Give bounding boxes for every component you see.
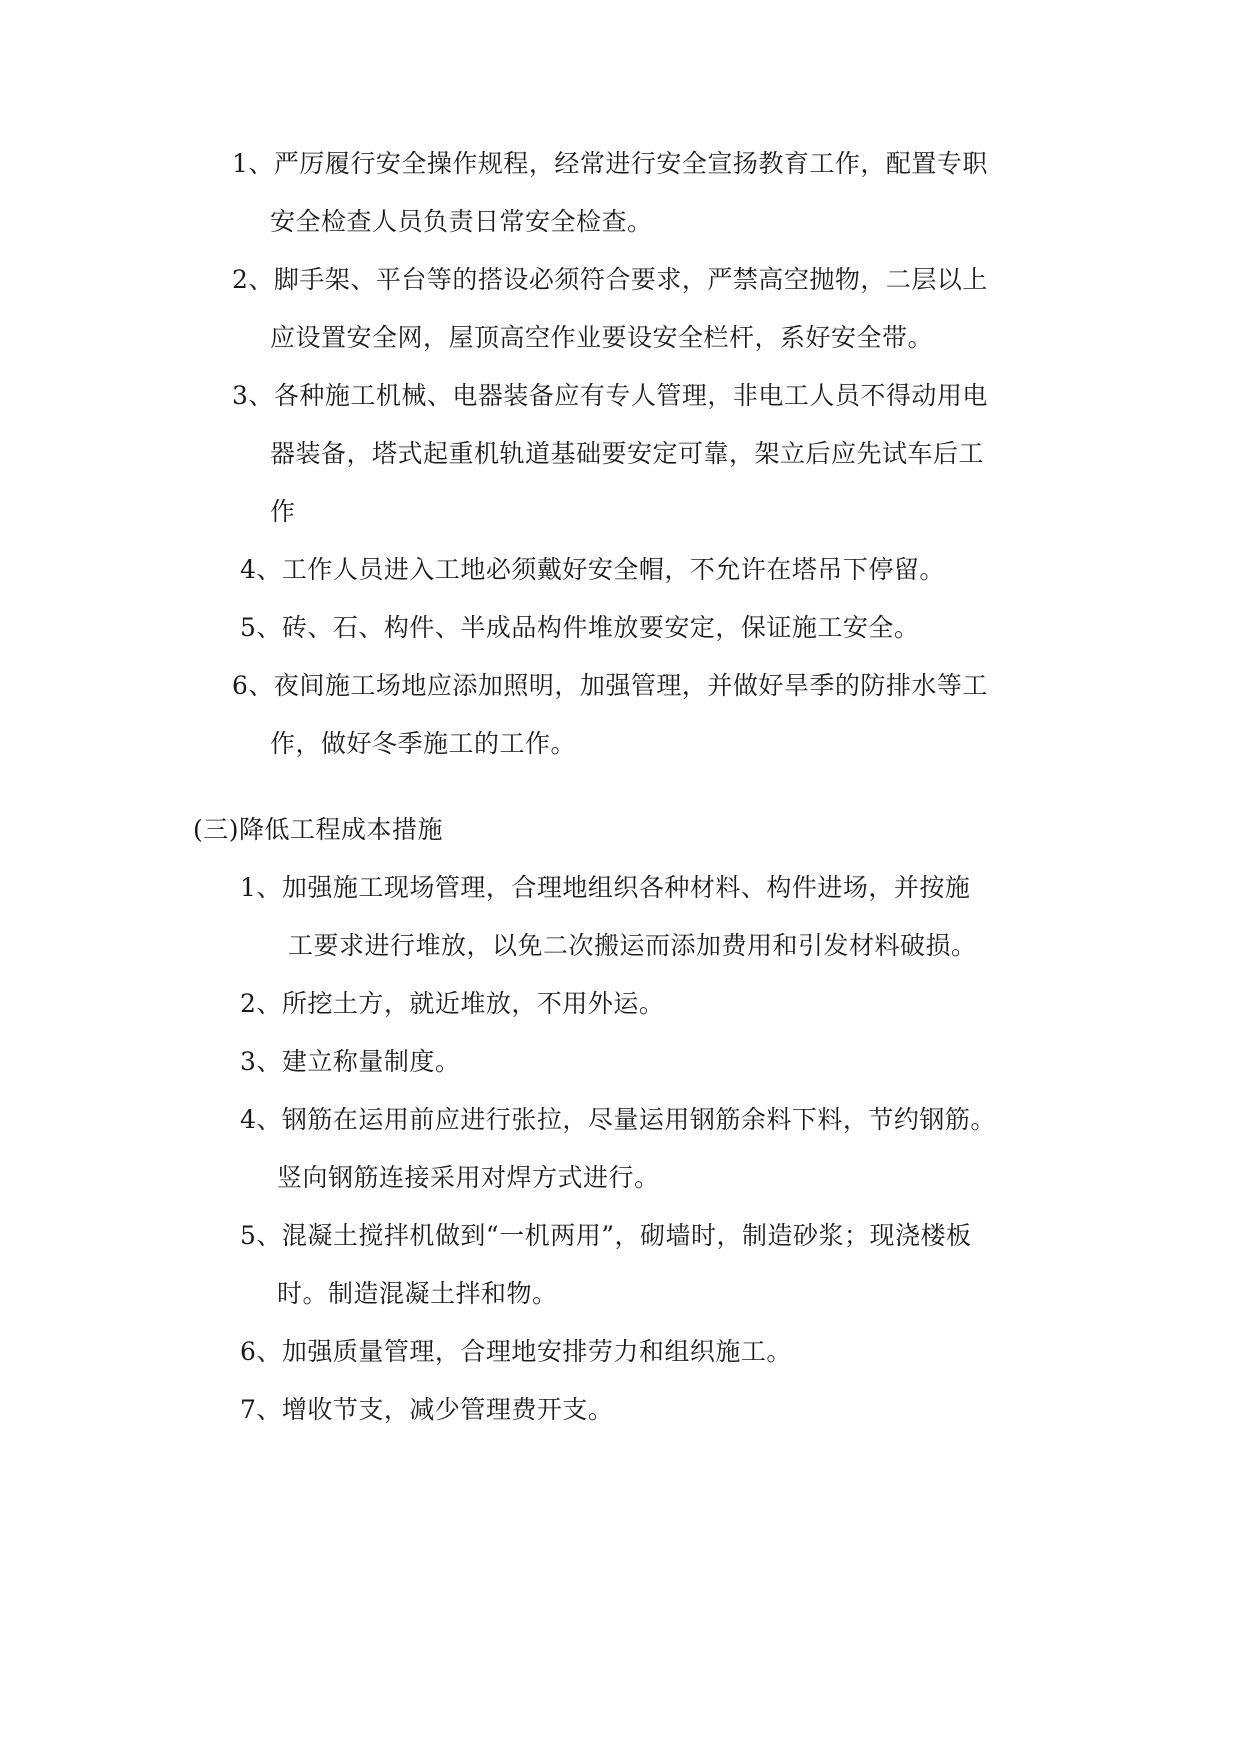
s3-item-5-line-2: 时。制造混凝土拌和物。 — [277, 1279, 558, 1308]
item-number: 3、 — [240, 1047, 282, 1076]
item-text: 加强施工现场管理，合理地组织各种材料、构件进场，并按施 — [281, 873, 971, 902]
s2-item-6-line-1 — [232, 669, 988, 703]
s2-item-3-line-3: 作 — [270, 497, 296, 526]
s2-item-6-line-2: 作，做好冬季施工的工作。 — [270, 729, 577, 758]
s3-item-2-line-1 — [240, 987, 664, 1021]
s3-item-3-line-1 — [240, 1045, 460, 1079]
item-number: 5、 — [240, 613, 282, 642]
item-text: 砖、石、构件、半成品构件堆放要安定，保证施工安全。 — [281, 613, 920, 642]
item-text: 各种施工机械、电器装备应有专人管理，非电工人员不得动用电 — [273, 381, 988, 410]
item-number: 2、 — [232, 265, 274, 294]
s3-item-6-line-1 — [240, 1335, 792, 1369]
s2-item-5-line-1 — [240, 611, 919, 645]
s3-item-5-line-1 — [240, 1219, 971, 1253]
s2-item-1-line-2: 安全检查人员负责日常安全检查。 — [270, 207, 653, 236]
item-text: 增收节支，减少管理费开支。 — [281, 1395, 614, 1424]
s2-item-4-line-1 — [240, 553, 945, 587]
item-number: 3、 — [232, 381, 274, 410]
s3-item-4-line-2: 竖向钢筋连接采用对焊方式进行。 — [277, 1163, 660, 1192]
item-text: 工作人员进入工地必须戴好安全帽，不允许在塔吊下停留。 — [281, 555, 945, 584]
item-text: 建立称量制度。 — [281, 1047, 461, 1076]
item-number: 7、 — [240, 1395, 282, 1424]
s2-item-1-line-1 — [232, 147, 988, 181]
item-text: 加强质量管理，合理地安排劳力和组织施工。 — [281, 1337, 792, 1366]
item-number: 5、 — [240, 1221, 282, 1250]
s2-item-3-line-1 — [232, 379, 988, 413]
item-number: 1、 — [240, 873, 282, 902]
s2-item-3-line-2: 器装备，塔式起重机轨道基础要安定可靠，架立后应先试车后工 — [270, 439, 985, 468]
s3-item-1-line-2: 工要求进行堆放，以免二次搬运而添加费用和引发材料破损。 — [288, 931, 977, 960]
item-text: 夜间施工场地应添加照明，加强管理，并做好旱季的防排水等工 — [273, 671, 988, 700]
item-text: 所挖土方，就近堆放，不用外运。 — [281, 989, 665, 1018]
item-text: 脚手架、平台等的搭设必须符合要求，严禁高空抛物，二层以上 — [273, 265, 988, 294]
item-text: 钢筋在运用前应进行张拉，尽量运用钢筋余料下料，节约钢筋。 — [281, 1105, 996, 1134]
s3-item-1-line-1 — [240, 871, 970, 905]
item-number: 6、 — [232, 671, 274, 700]
s3-item-7-line-1 — [240, 1393, 613, 1427]
item-number: 6、 — [240, 1337, 282, 1366]
section-three-heading: (三)降低工程成本措施 — [193, 815, 444, 844]
item-text: 严厉履行安全操作规程，经常进行安全宣扬教育工作，配置专职 — [273, 149, 988, 178]
item-text: 混凝土搅拌机做到“一机两用”，砌墙时，制造砂浆；现浇楼板 — [281, 1221, 972, 1250]
s2-item-2-line-1 — [232, 263, 988, 297]
item-number: 1、 — [232, 149, 274, 178]
s3-item-4-line-1 — [240, 1103, 996, 1137]
item-number: 4、 — [240, 555, 282, 584]
item-number: 2、 — [240, 989, 282, 1018]
s2-item-2-line-2: 应设置安全网，屋顶高空作业要设安全栏杆，系好安全带。 — [270, 323, 934, 352]
item-number: 4、 — [240, 1105, 282, 1134]
